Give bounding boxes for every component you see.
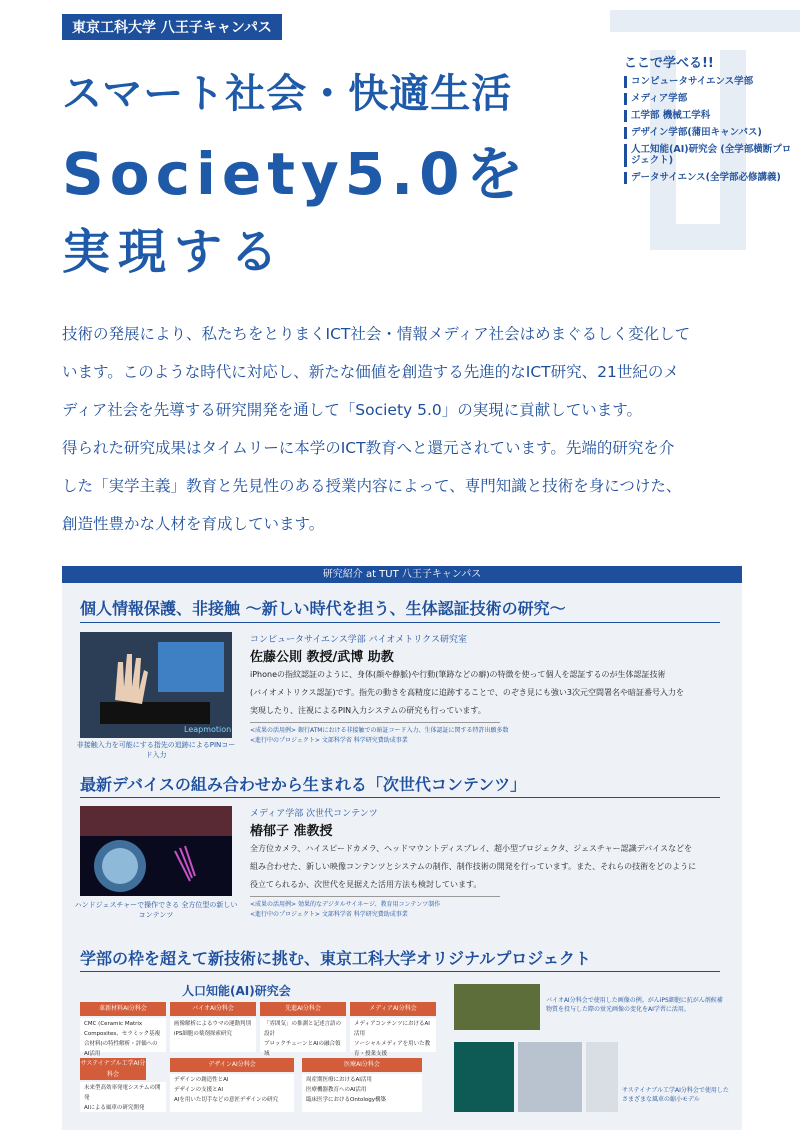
intro-line: ディア社会を先導する研究開発を通して「Society 5.0」の実現に貢献しています。 <box>62 401 643 419</box>
divider <box>80 971 720 972</box>
division-body <box>350 1018 436 1057</box>
intro-paragraph <box>62 315 752 543</box>
division-item: 医療機器教育へのAI活用 <box>306 1087 367 1093</box>
division-item: AIによる風車の研究開発 <box>84 1105 145 1111</box>
windmill-image-2 <box>518 1042 582 1112</box>
intro-line: した「実学主義」教育と先見性のある授業内容によって、専門知識と技術を身につけた、 <box>62 477 682 495</box>
sec3-title: 学部の枠を超えて新技術に挑む、東京工科大学オリジナルプロジェクト <box>80 949 591 968</box>
desc-line: 実現したり、注視によるPIN入力システムの研究も行っています。 <box>250 706 486 715</box>
division-item: iPS細胞の薬剤探索研究 <box>174 1031 232 1037</box>
headline-line2: Society5.0を <box>62 140 530 208</box>
windmill-image-3 <box>586 1042 618 1112</box>
division-item: ブロックチェーンとAIの融合領域 <box>264 1041 341 1057</box>
note-line: <成果の活用例> 銀行ATMにおける非接触での暗証コード入力、生体認証に関する特許出願多数 <box>250 727 509 734</box>
learn-title: ここで学べる!! <box>624 56 714 71</box>
divider <box>80 622 720 623</box>
sec2-caption: ハンドジェスチャーで操作できる 全方位型の新しいコンテンツ <box>74 901 238 919</box>
learn-item: デザイン学部(蒲田キャンパス) <box>624 127 794 139</box>
sec2-lab: メディア学部 次世代コンテンツ <box>250 809 378 819</box>
division-item: 周産期医療におけるAI活用 <box>306 1077 372 1083</box>
division-head: デザインAI分科会 <box>170 1058 294 1072</box>
intro-line: 得られた研究成果はタイムリーに本学のICT教育へと還元されています。先端的研究を介 <box>62 439 675 457</box>
omnidirectional-content-illustration <box>80 806 232 896</box>
division-item: 未来型高効率発電システムの開発 <box>84 1085 161 1101</box>
learn-item: データサイエンス(全学部必修講義) <box>624 172 794 184</box>
windmill-image-1 <box>454 1042 514 1112</box>
sec2-desc <box>250 840 740 894</box>
headline-line1: スマート社会・快適生活 <box>62 71 513 117</box>
note-line: <成果の活用例> 効果的なデジタルサイネージ、教育用コンテンツ制作 <box>250 901 441 908</box>
sec1-title: 個人情報保護、非接触 ～新しい時代を担う、生体認証技術の研究～ <box>80 599 566 618</box>
division-item: 画像解析によるウマの運動判別 <box>174 1021 252 1027</box>
division-head: 革新材料AI分科会 <box>80 1002 166 1016</box>
desc-line: 組み合わせた、新しい映像コンテンツとシステムの制作、制作技術の開発を行っています。また、それらの技術をどのように <box>250 862 697 871</box>
desc-line: (バイオメトリクス認証)です。指先の動きを高精度に追跡することで、のぞき見にも強い3次元空間署名や暗証番号入力を <box>250 688 684 697</box>
division-head: 医療AI分科会 <box>302 1058 422 1072</box>
sec1-notes <box>250 726 730 746</box>
learn-here-box <box>624 52 794 189</box>
division-item: AIを用いた切手などの意匠デザインの研究 <box>174 1097 279 1103</box>
division-head: サステイナブル工学AI分科会 <box>80 1060 146 1078</box>
division-item: 「雰囲気」の推測と記述言語の設計 <box>264 1021 342 1037</box>
sec2-notes <box>250 900 730 920</box>
note-line: <進行中のプロジェクト> 文部科学省 科学研究費助成事業 <box>250 737 408 744</box>
division-item: ソーシャルメディアを用いた教育・授業支援 <box>354 1041 431 1057</box>
division-body <box>80 1018 166 1057</box>
note-line: <進行中のプロジェクト> 文部科学省 科学研究費助成事業 <box>250 911 408 918</box>
desc-line: 役立てられるか、次世代を見据えた活用方法も検討しています。 <box>250 880 482 889</box>
sec1-desc <box>250 666 740 720</box>
sec2-person: 椿郁子 准教授 <box>250 824 333 839</box>
division-body <box>80 1082 166 1112</box>
desc-line: 全方位カメラ、ハイスピードカメラ、ヘッドマウントディスプレイ、超小型プロジェクタ、ジェスチャー認識デバイスなどを <box>250 844 693 853</box>
division-head: 先進AI分科会 <box>260 1002 346 1016</box>
division-body <box>260 1018 346 1057</box>
learn-list <box>624 76 794 184</box>
division-item: 臨床医学におけるOntology構築 <box>306 1097 386 1103</box>
intro-line: 技術の発展により、私たちをとりまくICT社会・情報メディア社会はめまぐるしく変化して <box>62 325 691 343</box>
biometrics-photo <box>80 632 232 738</box>
cell-image <box>454 984 540 1030</box>
divider <box>80 797 720 798</box>
learn-item: 人工知能(AI)研究会 (全学部横断プロジェクト) <box>624 144 794 168</box>
research-bar: 研究紹介 at TUT 八王子キャンパス <box>62 566 742 583</box>
intro-line: 創造性豊かな人材を育成しています。 <box>62 515 325 533</box>
division-item: メディアコンテンツにおけるAI活用 <box>354 1021 430 1037</box>
headline <box>62 62 530 282</box>
sec1-person: 佐藤公則 教授/武博 助教 <box>250 650 394 665</box>
learn-item: コンピュータサイエンス学部 <box>624 76 794 88</box>
img-caption-windmill: サステイナブル工学AI分科会で使用したさまざまな風車の縮小モデル <box>622 1087 729 1103</box>
headline-line3: 実現する <box>62 224 287 280</box>
research-section <box>62 566 742 1130</box>
sec1-caption: 非接触入力を可能にする指先の追跡によるPINコード入力 <box>76 741 236 759</box>
division-body <box>302 1074 422 1112</box>
division-item: デザインの支援とAI <box>174 1087 224 1093</box>
learn-item: メディア学部 <box>624 93 794 105</box>
learn-item: 工学部 機械工学科 <box>624 110 794 122</box>
intro-line: います。このような時代に対応し、新たな価値を創造する先進的なICT研究、21世紀のメ <box>62 363 679 381</box>
desc-line: iPhoneの指紋認証のように、身体(顔や静脈)や行動(筆跡などの癖)の特徴を使って個人を認証するのが生体認証技術 <box>250 670 666 679</box>
hand-leapmotion-illustration <box>80 632 232 738</box>
division-head: メディアAI分科会 <box>350 1002 436 1016</box>
division-head: バイオAI分科会 <box>170 1002 256 1016</box>
divider <box>250 722 500 723</box>
img-caption-bio: バイオAI分科会で使用した画像の例。がんiPS細胞に抗がん剤候補物質を投与した際の蛍光画像の変化をAI学習に活用。 <box>546 997 723 1013</box>
campus-tag: 東京工科大学 八王子キャンパス <box>62 14 282 40</box>
sec1-lab: コンピュータサイエンス学部 バイオメトリクス研究室 <box>250 635 467 645</box>
division-item: CMC (Ceramic Matrix Composites、セラミック基複合材料)の特性解析・評価へのAI活用 <box>84 1021 161 1057</box>
division-body <box>170 1074 294 1112</box>
divider <box>250 896 500 897</box>
sec2-title: 最新デバイスの組み合わせから生まれる「次世代コンテンツ」 <box>80 775 527 794</box>
ai-title: 人口知能(AI)研究会 <box>182 984 291 998</box>
content-photo <box>80 806 232 896</box>
photo-label: Leapmotion <box>184 725 232 734</box>
division-body <box>170 1018 256 1052</box>
division-item: デザインの創造性とAI <box>174 1077 229 1083</box>
